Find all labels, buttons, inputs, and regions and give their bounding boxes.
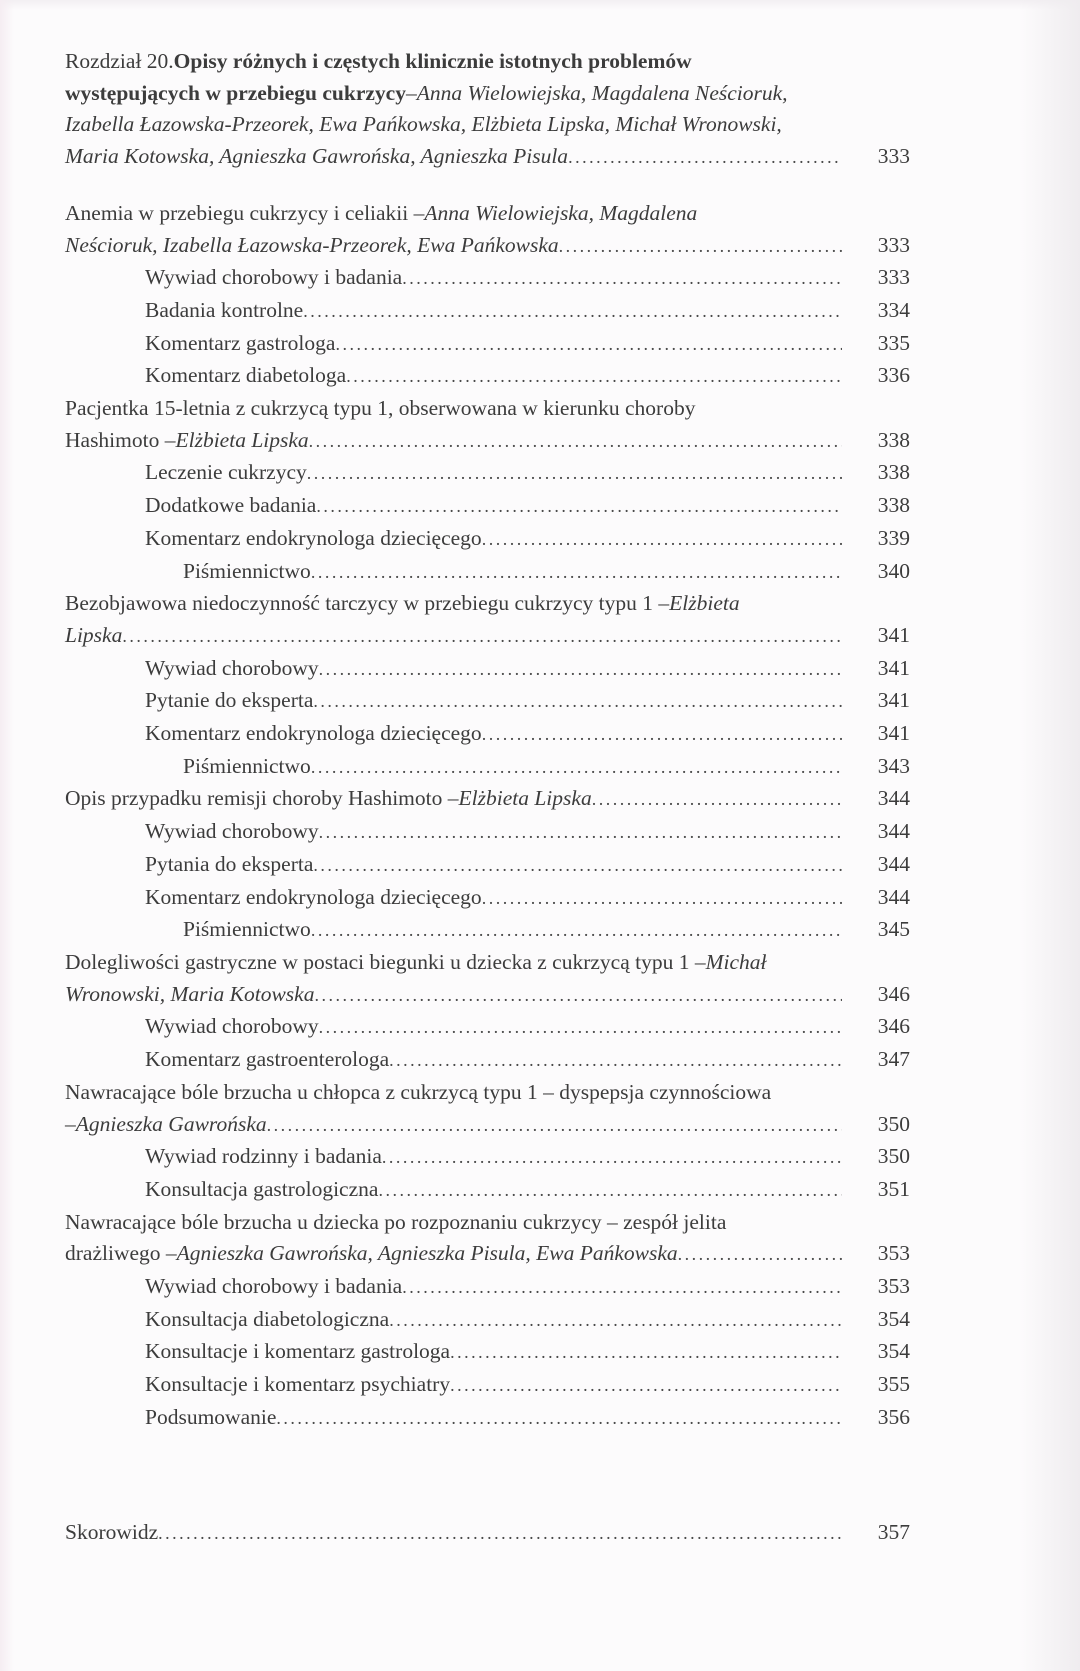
toc-text: Nawracające bóle brzucha u dziecka po rozpoznaniu cukrzycy – zespół jelita [65, 1209, 727, 1234]
toc-text: Wywiad chorobowy [145, 655, 319, 680]
dot-leader [276, 1402, 842, 1435]
dot-leader [309, 425, 842, 458]
page-number: 356 [877, 1404, 910, 1429]
dot-leader [378, 1174, 842, 1207]
dot-leader [335, 328, 842, 361]
toc-text: Komentarz endokrynologa dziecięcego [145, 525, 482, 550]
dot-leader [346, 360, 842, 393]
toc-text: Leczenie cukrzycy [145, 460, 307, 485]
dot-leader [122, 620, 842, 653]
toc-line [65, 1304, 910, 1337]
dot-leader [311, 914, 842, 947]
toc-text: – [65, 1111, 76, 1136]
dot-leader [319, 653, 842, 686]
toc-line [65, 1207, 910, 1239]
toc-text: Lipska [65, 622, 123, 647]
toc-line [65, 588, 910, 620]
dot-leader [402, 262, 842, 295]
dot-leader [319, 1011, 842, 1044]
page-number: 341 [877, 622, 910, 647]
toc-line [65, 295, 910, 328]
toc-text: Neścioruk, Izabella Łazowska-Przeorek, Ewa Pańkowska [65, 232, 559, 257]
page-number: 341 [877, 721, 910, 746]
toc-line [65, 360, 910, 393]
toc-line [65, 141, 910, 174]
toc-line [65, 78, 910, 110]
toc-text: – [405, 80, 417, 105]
toc-text: Rozdział 20. [65, 49, 174, 73]
page-number: 347 [877, 1047, 910, 1072]
dot-leader [592, 783, 842, 816]
page-number: 344 [877, 851, 910, 876]
toc-text: Komentarz gastrologa [145, 330, 336, 355]
toc-text: Skorowidz [65, 1519, 159, 1544]
page-number: 335 [877, 330, 910, 355]
toc-text: Wronowski, Maria Kotowska [65, 981, 315, 1006]
page-number: 336 [877, 363, 910, 388]
toc-line [65, 328, 910, 361]
page-number: 333 [877, 265, 910, 290]
toc-line [65, 947, 910, 979]
toc-text: Anemia w przebiegu cukrzycy i celiakii – [65, 200, 425, 225]
toc-line [65, 1141, 910, 1174]
toc-line [65, 816, 910, 849]
dot-leader [382, 1141, 842, 1174]
toc-text: Komentarz diabetologa [145, 363, 347, 388]
toc-text: Dolegliwości gastryczne w postaci biegunki u dziecka z cukrzycą typu 1 – [65, 949, 706, 974]
toc-text: występujących w przebiegu cukrzycy [65, 80, 406, 105]
toc-line [65, 1336, 910, 1369]
toc-line [65, 783, 910, 816]
toc-text: Wywiad chorobowy i badania [145, 265, 403, 290]
page-number: 354 [877, 1339, 910, 1364]
dot-leader [303, 295, 842, 328]
toc-text: Piśmiennictwo [183, 917, 311, 942]
dot-leader [313, 849, 842, 882]
page-number: 344 [877, 786, 910, 811]
toc-text: Konsultacja gastrologiczna [145, 1176, 379, 1201]
page-number: 333 [877, 144, 910, 169]
toc-line [65, 1238, 910, 1271]
toc-text: Komentarz endokrynologa dziecięcego [145, 884, 482, 909]
dot-leader [313, 685, 842, 718]
toc-text: Wywiad chorobowy [145, 1014, 319, 1039]
toc-line [65, 1109, 910, 1142]
toc-line [65, 1402, 910, 1435]
toc-text: drażliwego – [65, 1241, 177, 1266]
toc-text: Pacjentka 15-letnia z cukrzycą typu 1, obserwowana w kierunku choroby [65, 396, 696, 421]
toc-text: Pytania do eksperta [145, 851, 314, 876]
toc-text: Bezobjawowa niedoczynność tarczycy w przebiegu cukrzycy typu 1 – [65, 591, 670, 616]
dot-leader [389, 1304, 842, 1337]
toc-text: Piśmiennictwo [183, 558, 311, 583]
toc-line [65, 1044, 910, 1077]
toc-text: Badania kontrolne [145, 297, 304, 322]
toc-text: Dodatkowe badania [145, 493, 317, 518]
toc-text: Konsultacja diabetologiczna [145, 1306, 390, 1331]
page-number: 353 [877, 1241, 910, 1266]
dot-leader [314, 979, 842, 1012]
toc-line [65, 109, 910, 141]
toc-line [65, 262, 910, 295]
table-of-contents [65, 46, 910, 1549]
toc-line [65, 1174, 910, 1207]
dot-leader [389, 1044, 842, 1077]
toc-text: Komentarz gastroenterologa [145, 1047, 390, 1072]
dot-leader [311, 751, 842, 784]
toc-line [65, 425, 910, 458]
toc-text: Agnieszka Gawrońska, Agnieszka Pisula, Ewa Pańkowska [176, 1241, 678, 1266]
toc-line [65, 490, 910, 523]
toc-text: Konsultacje i komentarz psychiatry [145, 1372, 451, 1397]
toc-text: Izabella Łazowska-Przeorek, Ewa Pańkowska, Elżbieta Lipska, Michał Wronowski, [65, 112, 782, 137]
toc-line [65, 457, 910, 490]
dot-leader [158, 1517, 842, 1550]
page-number: 338 [877, 460, 910, 485]
page-number: 344 [877, 819, 910, 844]
toc-line [65, 620, 910, 653]
dot-leader [568, 141, 842, 174]
toc-line [65, 685, 910, 718]
page-number: 340 [877, 558, 910, 583]
toc-text: Michał [705, 949, 767, 974]
toc-text: Wywiad rodzinny i badania [145, 1144, 382, 1169]
dot-leader [316, 490, 842, 523]
dot-leader [319, 816, 842, 849]
page-number: 354 [877, 1306, 910, 1331]
toc-line [65, 882, 910, 915]
toc-text: Elżbieta Lipska [175, 427, 309, 452]
toc-line [65, 718, 910, 751]
page-number: 338 [877, 427, 910, 452]
toc-line [65, 230, 910, 263]
page-number: 343 [877, 753, 910, 778]
toc-line [65, 914, 910, 947]
dot-leader [482, 718, 842, 751]
dot-leader [402, 1271, 842, 1304]
toc-line [65, 1011, 910, 1044]
page-number: 344 [877, 884, 910, 909]
dot-leader [307, 457, 842, 490]
toc-text: Opis przypadku remisji choroby Hashimoto – [65, 786, 459, 811]
page-number: 350 [877, 1111, 910, 1136]
toc-line [65, 751, 910, 784]
page-number: 341 [877, 688, 910, 713]
page-number: 355 [877, 1372, 910, 1397]
toc-text: Anna Wielowiejska, Magdalena [424, 200, 698, 225]
toc-line [65, 979, 910, 1012]
toc-text: Hashimoto – [65, 427, 176, 452]
dot-leader [450, 1336, 842, 1369]
toc-text: Elżbieta Lipska [458, 786, 592, 811]
page-number: 350 [877, 1144, 910, 1169]
dot-leader [482, 523, 842, 556]
toc-line [65, 393, 910, 425]
dot-leader [311, 556, 842, 589]
toc-line [65, 1077, 910, 1109]
dot-leader [482, 882, 842, 915]
toc-line [65, 1369, 910, 1402]
toc-line [65, 1517, 910, 1550]
toc-line [65, 46, 910, 78]
page-number: 345 [877, 917, 910, 942]
dot-leader [450, 1369, 842, 1402]
toc-line [65, 198, 910, 230]
toc-text: Konsultacje i komentarz gastrologa [145, 1339, 451, 1364]
page-number: 346 [877, 981, 910, 1006]
toc-line [65, 556, 910, 589]
toc-line [65, 1271, 910, 1304]
toc-text: Opisy różnych i częstych klinicznie istotnych problemów [173, 49, 692, 73]
toc-text: Anna Wielowiejska, Magdalena Neścioruk, [416, 80, 788, 105]
page-number: 351 [877, 1176, 910, 1201]
toc-text: Komentarz endokrynologa dziecięcego [145, 721, 482, 746]
dot-leader [267, 1109, 842, 1142]
page-number: 357 [877, 1519, 910, 1544]
page-number: 346 [877, 1014, 910, 1039]
page-number: 338 [877, 493, 910, 518]
toc-line [65, 653, 910, 686]
toc-text: Nawracające bóle brzucha u chłopca z cukrzycą typu 1 – dyspepsja czynnościowa [65, 1079, 772, 1104]
page-number: 334 [877, 297, 910, 322]
toc-text: Podsumowanie [145, 1404, 277, 1429]
dot-leader [678, 1238, 842, 1271]
dot-leader [559, 230, 842, 263]
page-number: 333 [877, 232, 910, 257]
page-number: 339 [877, 525, 910, 550]
page-number: 341 [877, 655, 910, 680]
toc-text: Wywiad chorobowy [145, 819, 319, 844]
toc-text: Pytanie do eksperta [145, 688, 314, 713]
toc-text: Maria Kotowska, Agnieszka Gawrońska, Agnieszka Pisula [65, 144, 569, 169]
toc-text: Wywiad chorobowy i badania [145, 1274, 403, 1299]
toc-text: Elżbieta [669, 591, 740, 616]
toc-line [65, 849, 910, 882]
page-number: 353 [877, 1274, 910, 1299]
toc-text: Agnieszka Gawrońska [75, 1111, 267, 1136]
toc-text: Piśmiennictwo [183, 753, 311, 778]
toc-line [65, 523, 910, 556]
